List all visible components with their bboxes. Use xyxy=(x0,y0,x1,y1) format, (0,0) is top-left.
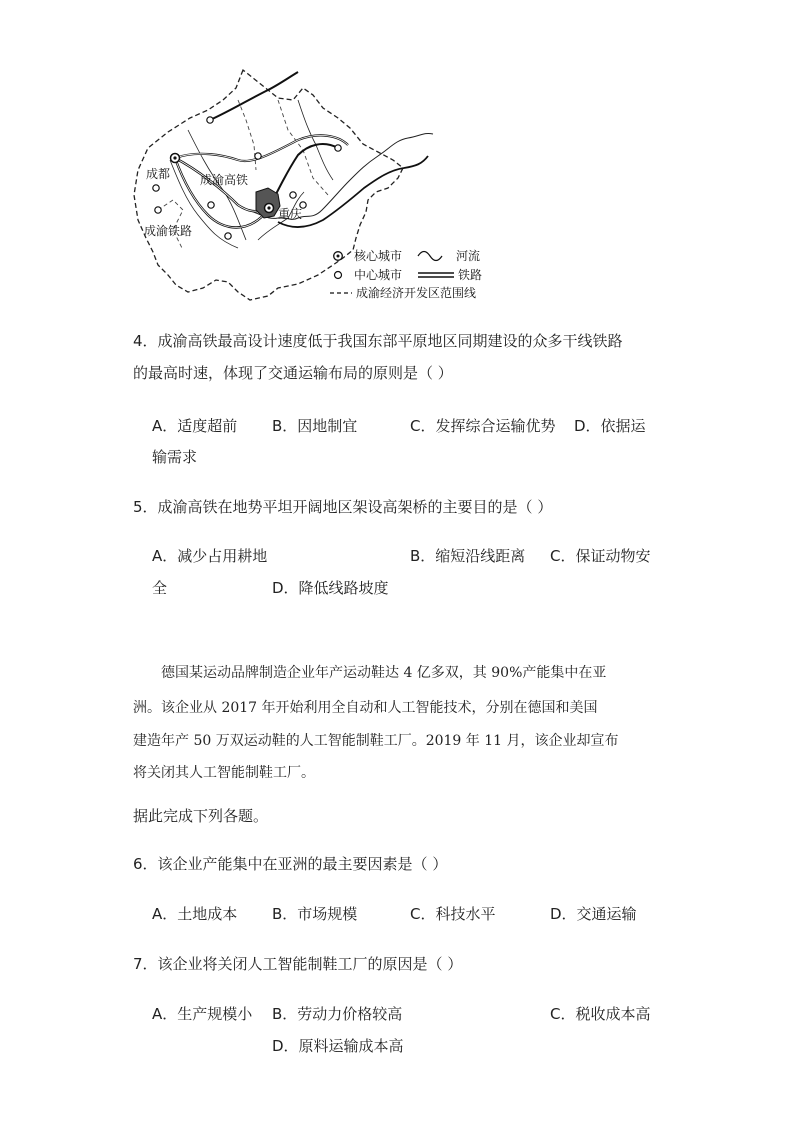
q4-option-d-wrap: 输需求 xyxy=(152,448,198,466)
boundary-line xyxy=(134,70,403,300)
q5-stem: 5．成渝高铁在地势平坦开阔地区架设高架桥的主要目的是（ ） xyxy=(133,498,553,516)
q5-option-d: D．降低线路坡度 xyxy=(272,579,389,597)
center-city xyxy=(335,145,341,151)
q7-option-d: D．原料运输成本高 xyxy=(272,1037,404,1055)
railway-chengyu xyxy=(175,158,268,228)
instruction: 据此完成下列各题。 xyxy=(133,807,269,825)
q6-option-a: A．土地成本 xyxy=(152,905,238,923)
passage-line3: 建造年产 50 万双运动鞋的人工智能制鞋工厂。2019 年 11 月，该企业却宣布 xyxy=(133,733,619,749)
center-city xyxy=(155,207,161,213)
legend-railway: 铁路 xyxy=(458,268,483,282)
passage-line4: 将关闭其人工智能制鞋工厂。 xyxy=(133,765,315,781)
center-city xyxy=(255,153,261,159)
q7-option-c: C．税收成本高 xyxy=(550,1005,651,1023)
q4-option-c: C．发挥综合运输优势 xyxy=(410,417,556,435)
q4-stem-line1: 4．成渝高铁最高设计速度低于我国东部平原地区同期建设的众多干线铁路 xyxy=(133,332,623,350)
q6-option-d: D．交通运输 xyxy=(550,905,637,923)
passage-line1: 德国某运动品牌制造企业年产运动鞋达 4 亿多双，其 90%产能集中在亚 xyxy=(161,665,607,681)
legend-boundary: 成渝经济开发区范围线 xyxy=(356,286,477,300)
label-tielu: 成渝铁路 xyxy=(144,224,193,238)
q7-option-a: A．生产规模小 xyxy=(152,1005,253,1023)
label-gaotie: 成渝高铁 xyxy=(200,173,249,187)
legend-center-city: 中心城市 xyxy=(354,268,403,282)
q7-stem: 7．该企业将关闭人工智能制鞋工厂的原因是（ ） xyxy=(133,955,463,973)
center-city xyxy=(208,202,214,208)
legend xyxy=(330,248,482,300)
center-city xyxy=(225,233,231,239)
chengyu-map xyxy=(128,60,518,310)
q4-option-b: B．因地制宜 xyxy=(272,417,358,435)
legend-river: 河流 xyxy=(456,249,481,263)
q4-stem-line2: 的最高时速，体现了交通运输布局的原则是（ ） xyxy=(133,364,453,382)
center-city xyxy=(290,192,296,198)
q5-option-c: C．保证动物安 xyxy=(550,547,651,565)
q4-option-a: A．适度超前 xyxy=(152,417,238,435)
legend-core-city: 核心城市 xyxy=(354,249,403,263)
center-city xyxy=(207,117,213,123)
label-chongqing: 重庆 xyxy=(278,207,303,221)
passage-line2: 洲。该企业从 2017 年开始利用全自动和人工智能技术，分别在德国和美国 xyxy=(133,700,598,716)
q6-option-b: B．市场规模 xyxy=(272,905,358,923)
q6-option-c: C．科技水平 xyxy=(410,905,496,923)
q5-option-c-wrap: 全 xyxy=(152,579,168,597)
q7-option-b: B．劳动力价格较高 xyxy=(272,1005,403,1023)
q6-stem: 6．该企业产能集中在亚洲的最主要因素是（ ） xyxy=(133,855,448,873)
q4-option-d: D．依据运 xyxy=(574,417,646,435)
q5-option-b: B．缩短沿线距离 xyxy=(410,547,526,565)
q5-option-a: A．减少占用耕地 xyxy=(152,547,268,565)
label-chengdu: 成都 xyxy=(146,167,171,181)
center-city xyxy=(153,185,159,191)
river-5 xyxy=(298,100,333,180)
map-svg xyxy=(128,60,518,310)
